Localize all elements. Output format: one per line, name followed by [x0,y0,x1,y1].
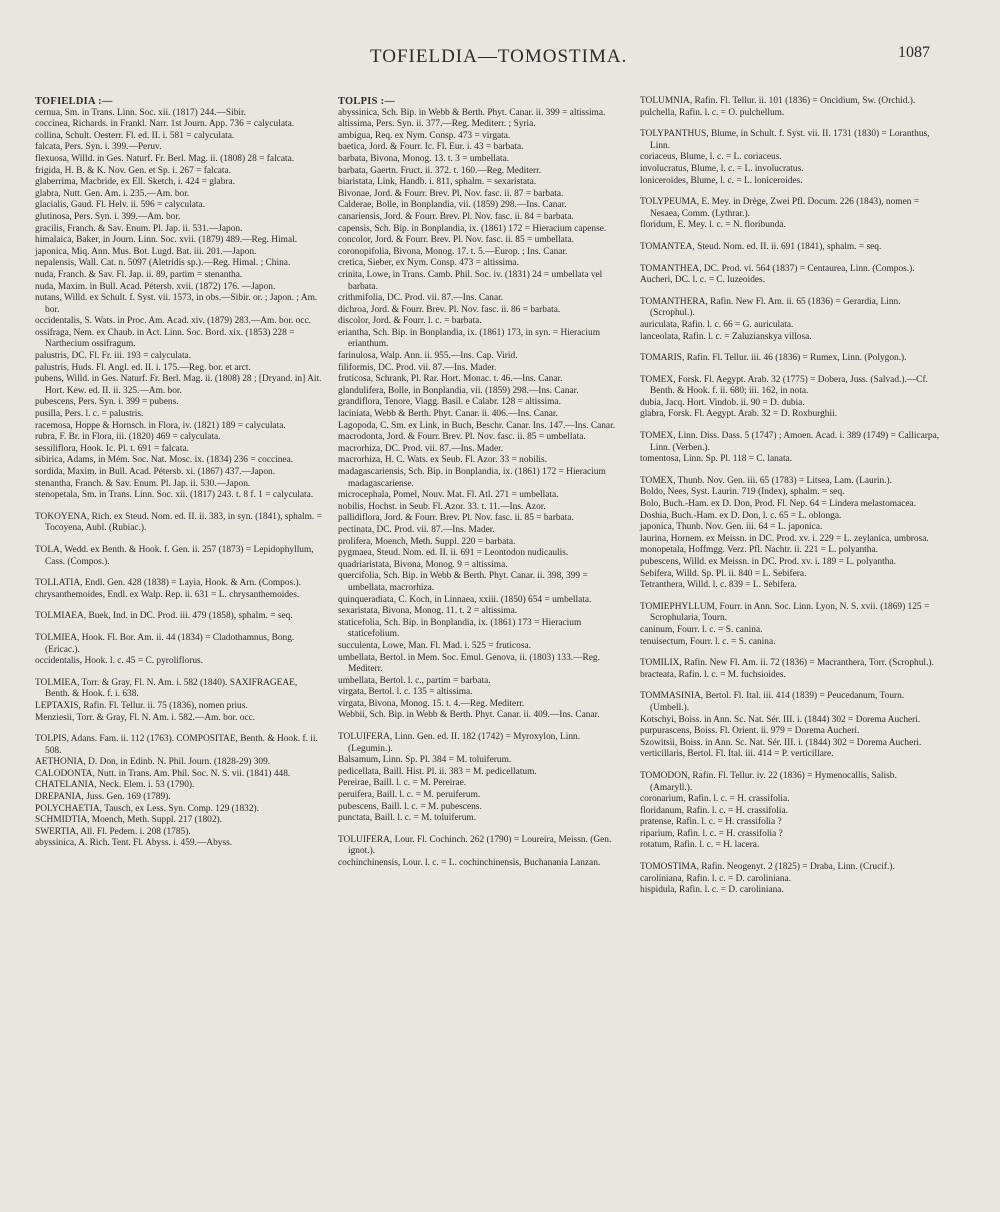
index-entry: DREPANIA, Juss. Gen. 169 (1789). [35,792,171,803]
index-entry: flexuosa, Willd. in Ges. Naturf. Fr. Berl. Mag. ii. (1808) 28 = falcata. [35,153,295,164]
index-entry: Balsamum, Linn. Sp. Pl. 384 = M. toluiferum. [338,755,512,766]
index-entry: glacialis, Gaud. Fl. Helv. ii. 596 = calyculata. [35,200,205,211]
index-entry: lanceolata, Rafin. l. c. = Zaluzianskya villosa. [640,331,812,342]
index-entry: laciniata, Webb & Berth. Phyt. Canar. ii. 406.—Ins. Canar. [338,409,558,420]
index-entry: TOMEX, Forsk. Fl. Aegypt. Arab. 32 (1775) = Dobera, Juss. (Salvad.).—Cf. Benth. & Hook. f. ii. 680; iii. 162, in nota. [640,374,928,397]
index-entry: sordida, Maxim. in Bull. Acad. Pétersb. xi. (1867) 437.—Japon. [35,467,276,477]
index-entry: barbata, Bivona, Monog. 13. t. 3 = umbellata. [338,153,510,164]
index-entry: floridanum, Rafin. l. c. = H. crassifolia. [640,805,788,816]
index-entry: japonica, Thunb. Nov. Gen. iii. 64 = L. japonica. [640,522,823,533]
index-entry: barbata, Gaertn. Fruct. ii. 372. t. 160.—Reg. Mediterr. [338,165,542,176]
index-entry: succulenta, Lowe, Man. Fl. Mad. i. 525 = fruticosa. [338,640,532,651]
index-entry: Bivonae, Jord. & Fourr. Brev. Pl. Nov. fasc. ii. 87 = barbata. [338,188,564,199]
index-entry: sibirica, Adams, in Mém. Soc. Nat. Mosc. ix. (1834) 236 = coccinea. [35,455,294,466]
index-entry: pygmaea, Steud. Nom. ed. II. ii. 691 = Leontodon nudicaulis. [338,548,569,559]
index-entry: glutinosa, Pers. Syn. i. 399.—Am. bor. [35,211,181,222]
index-entry: dichroa, Jord. & Fourr. Brev. Pl. Nov. fasc. ii. 86 = barbata. [338,304,561,315]
index-entry: quadriaristata, Bivona, Monog. 9 = altissima. [338,559,508,570]
index-entry: crinita, Lowe, in Trans. Camb. Phil. Soc. iv. (1831) 24 = umbellata vel barbata. [338,269,603,292]
index-entry: Szowitsii, Boiss. in Ann. Sc. Nat. Sér. III. i. (1844) 302 = Dorema Aucheri. [640,737,922,748]
index-entry: quercifolia, Sch. Bip. in Webb & Berth. Phyt. Canar. ii. 398, 399 = umbellata, macrorhiza. [338,571,588,593]
index-entry: TOMEX, Thunb. Nov. Gen. iii. 65 (1783) = Litsea, Lam. (Laurin.). [640,475,892,486]
index-entry: TOMIEPHYLLUM, Fourr. in Ann. Soc. Linn. Lyon, N. S. xvii. (1869) 125 = Scrophularia, Tourn. [640,601,930,624]
running-title: TOFIELDIA—TOMOSTIMA. [370,46,628,67]
index-entry: glandulifera, Bolle, in Bonplandia, vii. (1859) 298.—Ins. Canar. [338,385,579,396]
index-entry: discolor, Jord. & Fourr. l. c. = barbata. [338,316,482,327]
index-entry: coriaceus, Blume, l. c. = L. coriaceus. [640,152,782,163]
index-entry: Calderae, Bolle, in Bonplandia, vii. (1859) 298.—Ins. Canar. [338,200,567,211]
index-entry: loniceroides, Blume, l. c. = L. loniceroides. [640,175,803,186]
index-entry: capensis, Sch. Bip. in Bonplandia, ix. (1861) 172 = Hieracium capense. [338,223,607,234]
index-entry: abyssinica, A. Rich. Tent. Fl. Abyss. i. 459.—Abyss. [35,838,233,849]
page-number: 1087 [898,44,930,61]
index-entry: Aucheri, DC. l. c. = C. luzeoides. [640,275,766,286]
index-entry: grandiflora, Tenore, Viagg. Basil. e Calabr. 128 = altissima. [338,397,561,408]
index-entry: virgata, Bertol. l. c. 135 = altissima. [338,687,473,698]
index-entry: Webbii, Sch. Bip. in Webb & Berth. Phyt. Canar. ii. 409.—Ins. Canar. [338,710,600,721]
index-entry: fruticosa, Schrank, Pl. Rar. Hort. Monac. t. 46.—Ins. Canar. [338,374,563,385]
index-entry: farinulosa, Walp. Ann. ii. 955.—Ins. Cap. Virid. [338,351,518,362]
index-entry: pubens, Willd. in Ges. Naturf. Fr. Berl. Mag. ii. (1808) 28 ; [Dryand. in] Ait. Hort. Kew. ed. II. ii. 325.—Am. bor. [35,374,322,396]
index-entry: riparium, Rafin. l. c. = H. crassifolia ? [640,828,783,839]
index-entry: purpurascens, Boiss. Fl. Orient. ii. 979 = Dorema Aucheri. [640,726,860,737]
index-entry: nepalensis, Wall. Cat. n. 5097 (Aletridis sp.).—Reg. Himal. ; China. [35,258,291,269]
index-entry: virgata, Bivona, Monog. 15. t. 4.—Reg. Mediterr. [338,698,525,709]
index-entry: glabra, Nutt. Gen. Am. i. 235.—Am. bor. [35,188,190,199]
index-entry: cernua, Sm. in Trans. Linn. Soc. xii. (1817) 244.—Sibir. [35,107,246,118]
index-entry: rubra, F. Br. in Flora, iii. (1820) 469 = calyculata. [35,432,221,443]
index-entry: Boldo, Nees, Syst. Laurin. 719 (Index), sphalm. = seq. [640,487,845,498]
index-entry: Bolo, Buch.-Ham. ex D. Don, Prod. Fl. Nep. 64 = Lindera melastomacea. [640,499,917,510]
index-entry: involucratus, Blume, l. c. = L. involucratus. [640,163,804,174]
index-entry: hispidula, Rafin. l. c. = D. caroliniana. [640,885,784,896]
index-entry: baetica, Jord. & Fourr. Ic. Fl. Eur. i. 43 = barbata. [338,142,524,153]
index-entry: LEPTAXIS, Rafin. Fl. Tellur. ii. 75 (1836), nomen prius. [35,700,248,711]
running-head [0,44,1000,74]
index-entry: ambigua, Req. ex Nym. Consp. 473 = virgata. [338,130,511,141]
index-entry: Lagopoda, C. Sm. ex Link, in Buch, Beschr. Canar. Ins. 147.—Ins. Canar. [338,420,616,431]
index-entry: CALODONTA, Nutt. in Trans. Am. Phil. Soc. N. S. vii. (1841) 448. [35,768,291,779]
index-entry: collina, Schult. Oesterr. Fl. ed. II. i. 581 = calyculata. [35,130,235,141]
index-entry: japonica, Miq. Ann. Mus. Bot. Lugd. Bat. iii. 201.—Japon. [35,246,257,257]
index-entry: tenuisectum, Fourr. l. c. = S. canina. [640,636,776,647]
index-entry: chrysanthemoides, Endl. ex Walp. Rep. ii. 631 = L. chrysanthemoides. [35,589,300,600]
index-entry: pallidiflora, Jord. & Fourr. Brev. Pl. Nov. fasc. ii. 85 = barbata. [338,513,574,524]
index-entry: TOMILIX, Rafin. New Fl. Am. ii. 72 (1836) = Macranthera, Torr. (Scrophul.). [640,658,934,669]
index-entry: cretica, Sieber, ex Nym. Consp. 473 = altissima. [338,258,519,269]
index-entry: auriculata, Rafin. l. c. 66 = G. auriculata. [640,319,794,330]
index-entry: TOLA, Wedd. ex Benth. & Hook. f. Gen. ii. 257 (1873) = Lepidophyllum, Cass. (Compos.). [35,544,314,567]
index-entry: palustris, DC. Fl. Fr. iii. 193 = calyculata. [35,351,192,362]
column-1 [35,96,323,850]
index-entry: occidentalis, S. Wats. in Proc. Am. Acad. xiv. (1879) 283.—Am. bor. occ. [35,316,312,327]
index-entry: stenopetala, Sm. in Trans. Linn. Soc. xii. (1817) 243. t. 8 f. 1 = calyculata. [35,490,314,501]
index-entry: macrorhiza, H. C. Wats. ex Seub. Fl. Azor. 33 = nobilis. [338,455,548,466]
index-entry: AETHONIA, D. Don, in Edinb. N. Phil. Journ. (1828-29) 309. [35,757,271,768]
index-entry: glaberrima, Macbride, ex Ell. Sketch, i. 424 = glabra. [35,177,236,188]
index-entry: racemosa, Hoppe & Hornsch. in Flora, iv. (1821) 189 = calyculata. [35,420,286,431]
index-entry: TOLPIS, Adans. Fam. ii. 112 (1763). COMPOSITAE, Benth. & Hook. f. ii. 508. [35,734,318,756]
index-entry: SWERTIA, All. Fl. Pedem. i. 208 (1785). [35,826,191,837]
index-entry: coccinea, Richards. in Frankl. Narr. 1st Journ. App. 736 = calyculata. [35,119,295,130]
index-entry: peruifera, Baill. l. c. = M. peruiferum. [338,790,481,801]
index-entry: pectinata, DC. Prod. vii. 87.—Ins. Mader. [338,524,495,535]
index-entry: pubescens, Pers. Syn. i. 399 = pubens. [35,397,179,408]
index-entry: TOLUIFERA, Linn. Gen. ed. II. 182 (1742) = Myroxylon, Linn. (Legumin.). [338,732,581,754]
index-entry: nuda, Maxim. in Bull. Acad. Pétersb. xvii. (1872) 176. —Japon. [35,281,276,292]
section-heading: TOFIELDIA :— [35,96,113,107]
index-entry: pedicellata, Baill. Hist. Pl. ii. 383 = M. pedicellatum. [338,766,537,777]
index-entry: Doshia, Buch.-Ham. ex D. Don, l. c. 65 = L. oblonga. [640,510,842,521]
index-entry: umbellata, Bertol. l. c., partim = barbata. [338,675,491,686]
index-entry: madagascariensis, Sch. Bip. in Bonplandia, ix. (1861) 172 = Hieracium madagascariense. [338,467,606,489]
index-entry: coronopifolia, Bivona, Monog. 17. t. 5.—Europ. ; Ins. Canar. [338,246,568,257]
index-entry: Sebifera, Willd. Sp. Pl. ii. 840 = L. Sebifera. [640,568,807,579]
index-entry: filiformis, DC. Prod. vii. 87.—Ins. Mader. [338,362,497,373]
index-entry: falcata, Pers. Syn. i. 399.—Peruv. [35,142,162,153]
index-entry: TOLLATIA, Endl. Gen. 428 (1838) = Layia, Hook. & Arn. (Compos.). [35,578,302,589]
index-entry: POLYCHAETIA, Tausch, ex Less. Syn. Comp. 129 (1832). [35,803,259,814]
index-entry: pusilla, Pers. l. c. = palustris. [35,409,144,420]
index-entry: TOMARIS, Rafin. Fl. Tellur. iii. 46 (1836) = Rumex, Linn. (Polygon.). [640,353,907,364]
index-entry: TOLUMNIA, Rafin. Fl. Tellur. ii. 101 (1836) = Oncidium, Sw. (Orchid.). [640,96,916,106]
index-entry: canariensis, Jord. & Fourr. Brev. Pl. Nov. fasc. ii. 84 = barbata. [338,211,574,222]
index-entry: pubescens, Baill. l. c. = M. pubescens. [338,801,482,812]
index-entry: punctata, Baill. l. c. = M. toluiferum. [338,813,477,824]
index-entry: nuda, Franch. & Sav. Fl. Jap. ii. 89, partim = stenantha. [35,269,243,280]
index-entry: caroliniana, Rafin. l. c. = D. caroliniana. [640,873,792,884]
index-entry: pubescens, Willd. ex Meissn. in DC. Prod. xv. i. 189 = L. polyantha. [640,557,896,567]
index-entry: palustris, Huds. Fl. Angl. ed. II. i. 175.—Reg. bor. et arct. [35,362,251,373]
index-entry: concolor, Jord. & Fourr. Brev. Pl. Nov. fasc. ii. 85 = umbellata. [338,235,574,246]
index-entry: monopetala, Hoffmgg. Verz. Pfl. Nachtr. ii. 221 = L. polyantha. [640,545,878,556]
index-entry: TOMMASINIA, Bertol. Fl. Ital. iii. 414 (1839) = Peucedanum, Tourn. (Umbell.). [640,691,905,713]
index-entry: Tetranthera, Willd. l. c. 839 = L. Sebifera. [640,580,797,591]
index-entry: CHATELANIA, Neck. Elem. i. 53 (1790). [35,780,195,791]
index-entry: verticillaris, Bertol. Fl. Ital. iii. 414 = P. verticillare. [640,749,834,760]
index-entry: caninum, Fourr. l. c. = S. canina. [640,624,763,635]
index-entry: rotatum, Rafin. l. c. = H. lacera. [640,840,760,851]
index-entry: dubia, Jacq. Hort. Vindob. ii. 90 = D. dubia. [640,397,805,408]
index-entry: umbellata, Bertol. in Mem. Soc. Emul. Genova, ii. (1803) 133.—Reg. Mediterr. [338,652,600,675]
index-entry: eriantha, Sch. Bip. in Bonplandia, ix. (1861) 173, in syn. = Hieracium erianthum. [338,327,601,350]
index-entry: nobilis, Hochst. in Seub. Fl. Azor. 33. t. 11.—Ins. Azor. [338,501,546,512]
index-entry: TOMOSTIMA, Rafin. Neogenyt. 2 (1825) = Draba, Linn. (Crucif.). [640,862,895,873]
index-entry: cochinchinensis, Lour. l. c. = L. cochinchinensis, Buchanania Lanzan. [338,858,601,868]
column-3 [640,96,940,897]
index-entry: coronarium, Rafin. l. c. = H. crassifolia. [640,794,790,805]
index-entry: TOMEX, Linn. Diss. Dass. 5 (1747) ; Amoen. Acad. i. 389 (1749) = Callicarpa, Linn. (Verben.). [640,431,940,453]
index-entry: frigida, H. B. & K. Nov. Gen. et Sp. i. 267 = falcata. [35,165,232,176]
index-entry: altissima, Pers. Syn. ii. 377.—Reg. Mediterr. ; Syria. [338,119,536,130]
index-entry: prolifera, Moench, Meth. Suppl. 220 = barbata. [338,536,516,547]
index-entry: nutans, Willd. ex Schult. f. Syst. vii. 1573, in obs.—Sibir. or. ; Japon. ; Am. bor. [35,293,318,315]
index-entry: TOLYPEUMA, E. Mey. in Drège, Zwei Pfl. Docum. 226 (1843), nomen = Nesaea, Comm. (Lythrar.). [640,197,920,219]
index-entry: bracteata, Rafin. l. c. = M. fuchsioides. [640,669,786,680]
index-entry: TOMANTEA, Steud. Nom. ed. II. ii. 691 (1841), sphalm. = seq. [640,241,882,252]
index-entry: gracilis, Franch. & Sav. Enum. Pl. Jap. ii. 531.—Japon. [35,223,243,234]
index-entry: Menziesii, Torr. & Gray, Fl. N. Am. i. 582.—Am. bor. occ. [35,712,256,723]
index-entry: sessiliflora, Hook. Ic. Pl. t. 691 = falcata. [35,443,189,454]
index-entry: TOKOYENA, Rich. ex Steud. Nom. ed. II. ii. 383, in syn. (1841), sphalm. = Tocoyena, Aubl. (Rubiac.). [35,511,322,534]
index-entry: microcephala, Pomel, Nouv. Mat. Fl. Atl. 271 = umbellata. [338,490,559,501]
column-2 [338,96,626,870]
index-entry: tomentosa, Linn. Sp. Pl. 118 = C. lanata. [640,454,793,465]
index-entry: pulchella, Rafin. l. c. = O. pulchellum. [640,107,785,118]
index-entry: macrorhiza, DC. Prod. vii. 87.—Ins. Mader. [338,443,504,454]
index-entry: quinqueradiata, C. Koch, in Linnaea, xxiii. (1850) 654 = umbellata. [338,594,592,605]
index-entry: biaristata, Link, Handb. i. 811, sphalm. = sexaristata. [338,177,537,188]
index-entry: TOMANTHERA, Rafin. New Fl. Am. ii. 65 (1836) = Gerardia, Linn. (Scrophul.). [640,296,901,319]
index-entry: TOMODON, Rafin. Fl. Tellur. iv. 22 (1836) = Hymenocallis, Salisb. (Amaryll.). [640,770,897,793]
index-entry: himalaica, Baker, in Journ. Linn. Soc. xvii. (1879) 489.—Reg. Himal. [35,235,298,246]
index-entry: floridum, E. Mey. l. c. = N. floribunda. [640,220,786,231]
section-heading: TOLPIS :— [338,96,396,107]
index-entry: pratense, Rafin. l. c. = H. crassifolia ? [640,817,782,828]
index-entry: staticefolia, Sch. Bip. in Bonplandia, ix. (1861) 173 = Hieracium staticefolium. [338,617,582,640]
index-entry: abyssinica, Sch. Bip. in Webb & Berth. Phyt. Canar. ii. 399 = altissima. [338,107,606,118]
index-entry: TOLMIAEA, Buek, Ind. in DC. Prod. iii. 479 (1858), sphalm. = seq. [35,611,293,622]
index-entry: glabra, Forsk. Fl. Aegypt. Arab. 32 = D. Roxburghii. [640,409,838,420]
index-entry: crithmifolia, DC. Prod. vii. 87.—Ins. Canar. [338,293,504,304]
index-entry: ossifraga, Nem. ex Chaub. in Act. Linn. Soc. Bord. xix. (1853) 228 = Narthecium ossifragum. [35,327,295,350]
index-entry: TOLMIEA, Hook. Fl. Bor. Am. ii. 44 (1834) = Cladothamnus, Bong. (Ericac.). [35,632,295,655]
index-entry: sexaristata, Bivona, Monog. 11. t. 2 = altissima. [338,606,518,617]
index-entry: macrodonta, Jord. & Fourr. Brev. Pl. Nov. fasc. ii. 85 = umbellata. [338,432,586,443]
index-entry: laurina, Hornem. ex Meissn. in DC. Prod. xv. i. 229 = L. zeylanica, umbrosa. [640,533,929,544]
index-entry: occidentalis, Hook. l. c. 45 = C. pyroliflorus. [35,656,204,667]
index-entry: TOLMIEA, Torr. & Gray, Fl. N. Am. i. 582 (1840). SAXIFRAGEAE, Benth. & Hook. f. i. 638. [35,677,298,700]
index-entry: SCHMIDTIA, Moench, Meth. Suppl. 217 (1802). [35,815,222,826]
index-entry: TOLYPANTHUS, Blume, in Schult. f. Syst. vii. II. 1731 (1830) = Loranthus, Linn. [640,129,930,151]
index-entry: Pereirae, Baill. l. c. = M. Pereirae. [338,778,467,789]
index-entry: TOMANTHEA, DC. Prod. vi. 564 (1837) = Centaurea, Linn. (Compos.). [640,263,915,274]
index-entry: Kotschyi, Boiss. in Ann. Sc. Nat. Sér. III. i. (1844) 302 = Dorema Aucheri. [640,714,921,725]
index-entry: stenantha, Franch. & Sav. Enum. Pl. Jap. ii. 530.—Japon. [35,478,251,489]
index-entry: TOLUIFERA, Lour. Fl. Cochinch. 262 (1790) = Loureira, Meissn. (Gen. ignot.). [338,834,612,857]
